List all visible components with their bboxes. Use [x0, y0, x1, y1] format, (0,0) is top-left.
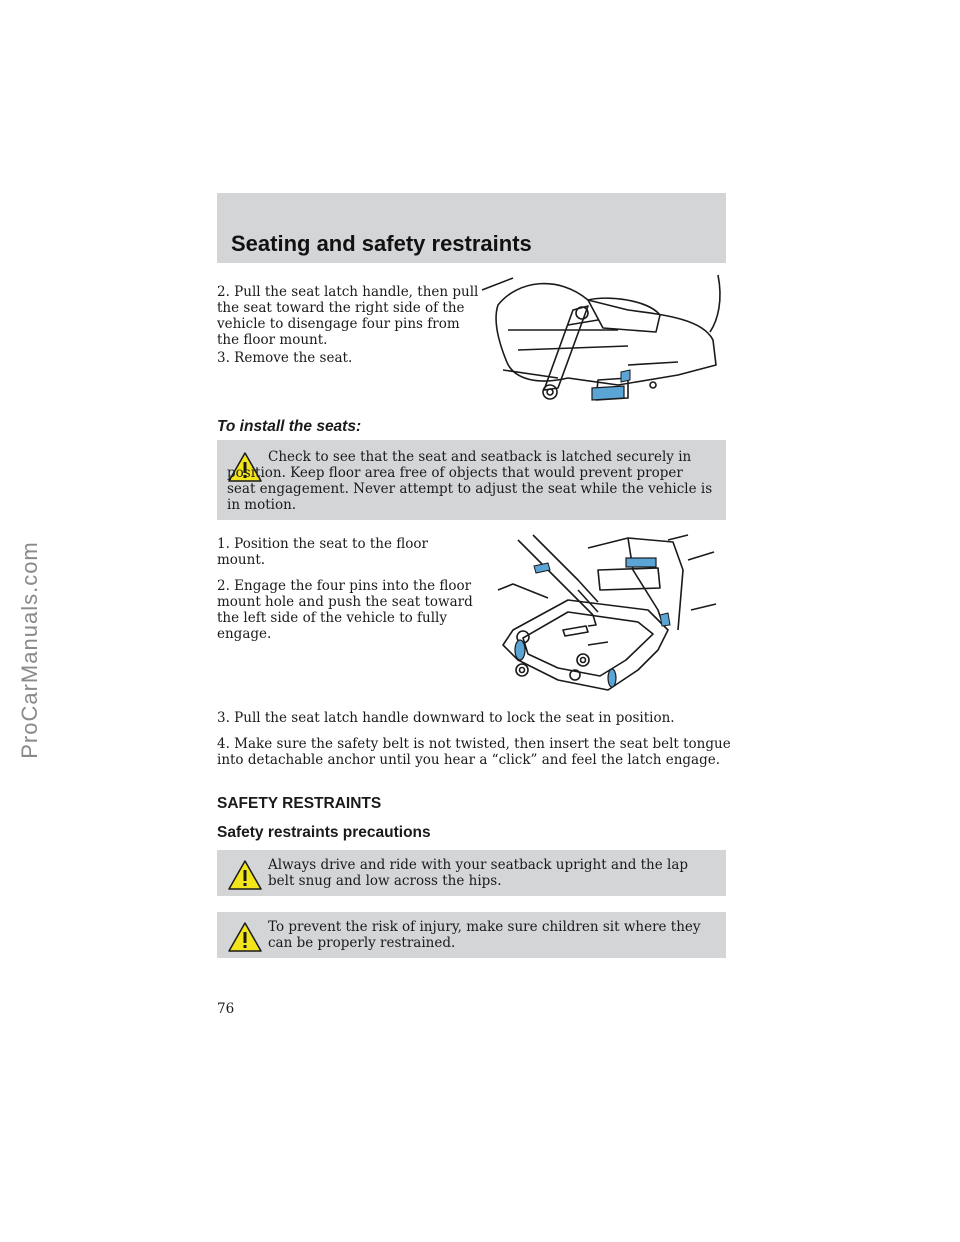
warning-triangle-icon	[227, 859, 263, 891]
restraint-warning-text-2: To prevent the risk of injury, make sure children sit where they can be properly restrained.	[268, 919, 701, 951]
removal-step-3: 3. Remove the seat.	[217, 350, 353, 366]
restraint-warning-box-2	[217, 912, 726, 958]
install-step-3: 3. Pull the seat latch handle downward to lock the seat in position.	[217, 710, 675, 726]
removal-step-2: 2. Pull the seat latch handle, then pull the seat toward the right side of the vehicle to disengage four pins from the floor mount.	[217, 284, 479, 348]
section-title: Seating and safety restraints	[231, 231, 532, 256]
page-number: 76	[217, 1001, 235, 1017]
install-warning-text: Check to see that the seat and seatback is latched securely in position. Keep floor area free of objects that would prevent proper seat engagement. Never attempt to adjust the seat while the vehicle is in motion.	[227, 449, 713, 513]
install-step-4: 4. Make sure the safety belt is not twisted, then insert the seat belt tongue into detachable anchor until you hear a “click” and feel the latch engage.	[217, 736, 731, 768]
section-header	[217, 193, 726, 263]
precautions-subheading: Safety restraints precautions	[217, 824, 431, 841]
warning-triangle-icon	[227, 921, 263, 953]
watermark-text: ProCarManuals.com	[17, 541, 42, 759]
install-heading: To install the seats:	[217, 418, 362, 435]
seat-latch-removal-illustration	[478, 270, 730, 415]
watermark	[17, 541, 42, 759]
restraint-warning-text-1: Always drive and ride with your seatback upright and the lap belt snug and low across the hips.	[268, 857, 689, 889]
install-warning-box	[217, 440, 726, 520]
install-step-1: 1. Position the seat to the floor mount.	[217, 536, 428, 568]
safety-restraints-heading: SAFETY RESTRAINTS	[217, 795, 382, 812]
seat-installation-illustration	[488, 530, 718, 705]
restraint-warning-box-1	[217, 850, 726, 896]
install-step-2: 2. Engage the four pins into the floor mount hole and push the seat toward the left side of the vehicle to fully engage.	[217, 578, 473, 642]
